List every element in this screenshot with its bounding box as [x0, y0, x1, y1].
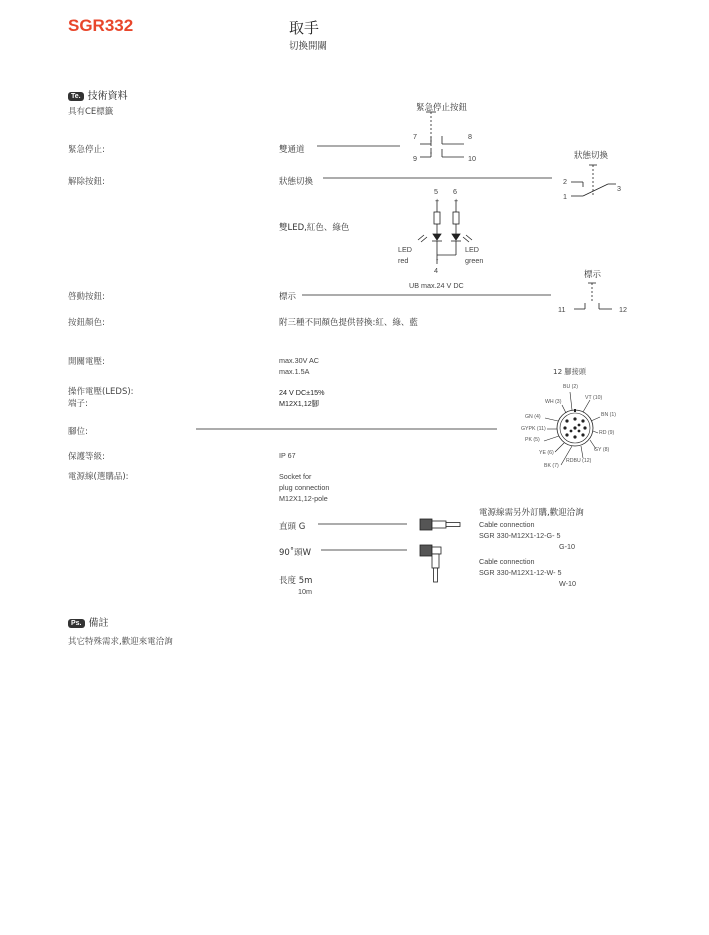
straight-connector-cable: [446, 523, 460, 527]
tech-badge: Te.: [68, 92, 84, 101]
protection-value: IP 67: [279, 451, 296, 460]
mark-pin-12: 12: [619, 305, 627, 314]
cable-note: 電源線需另外訂購,歡迎洽詢: [479, 508, 584, 518]
socket-line2: plug connection: [279, 483, 330, 492]
ce-label: 具有CE標籤: [68, 107, 114, 117]
status-diagram-title: 狀態切換: [574, 151, 609, 161]
start-label: 啓動按鈕:: [68, 292, 105, 302]
protection-label: 保護等級:: [68, 452, 105, 462]
switch-voltage-label: 開關電壓:: [68, 357, 105, 367]
led-red-plus: +: [435, 196, 440, 205]
socket-line3: M12X1,12-pole: [279, 494, 328, 503]
mark-diagram-title: 標示: [584, 270, 602, 280]
length-alt: 10m: [298, 587, 312, 596]
status-contact-blade: [583, 184, 608, 196]
estop-pin-8: 8: [468, 132, 472, 141]
op-voltage-value: 24 V DC±15%: [279, 388, 325, 397]
connector-pin-rdbu: RDBU (12): [566, 458, 592, 464]
straight-head-label: 直頭 G: [279, 522, 306, 532]
remarks-text: 其它特殊需求,歡迎來電洽詢: [68, 637, 173, 647]
estop-value: 雙通道: [279, 145, 305, 155]
led-green-label: [465, 244, 483, 266]
terminal-label: 端子:: [68, 398, 88, 409]
connector-title: 12 腳接頭: [553, 367, 586, 376]
pin-leader-rdbu: [581, 446, 583, 458]
connector-pin-wh: WH (3): [545, 399, 562, 405]
socket-line1: Socket for: [279, 472, 312, 481]
led-green-plus: +: [454, 196, 459, 205]
angled-head-label: 90˚頭W: [279, 548, 311, 558]
angled-connector-nut: [420, 545, 432, 556]
led-pin-5: 5: [434, 187, 438, 196]
pin-leader-bu: [570, 392, 572, 410]
cable-w-line3: W-10: [559, 579, 577, 588]
page-subtitle: 切換開關: [289, 41, 328, 52]
led-red-resistor: [434, 212, 440, 224]
connector-pin-bu: BU (2): [563, 384, 578, 390]
color-value: 附三種不同顏色提供替換:紅、綠、藍: [279, 318, 418, 328]
estop-pin-9: 9: [413, 154, 417, 163]
pin-leader-pk: [544, 436, 559, 441]
cable-w-line1: Cable connection: [479, 557, 535, 566]
ub-label: UB max.24 V DC: [409, 281, 464, 290]
cable-g-line1: Cable connection: [479, 520, 535, 529]
connector-pin-gn: GN (4): [525, 414, 541, 420]
straight-connector-body: [432, 521, 446, 528]
estop-pin-7: 7: [413, 132, 417, 141]
connector-pin-vt: VT (10): [585, 395, 603, 401]
led-red-line1: LED: [398, 245, 412, 254]
release-label: 解除按鈕:: [68, 177, 105, 187]
pin-leader-wh: [562, 405, 566, 413]
pin-label: 腳位:: [68, 427, 88, 437]
straight-connector-nut: [420, 519, 432, 530]
terminal-value: M12X1,12腳: [279, 399, 319, 408]
angled-connector-body: [432, 547, 441, 554]
connector-pin-pk: PK (5): [525, 437, 540, 443]
remarks-badge: Ps.: [68, 619, 85, 628]
led-value: 雙LED,紅色、綠色: [279, 223, 350, 233]
tech-title: 技術資料: [87, 91, 128, 102]
estop-label: 緊急停止:: [68, 145, 105, 155]
pin-leader-vt: [583, 400, 590, 412]
pin-leader-rd: [593, 431, 598, 433]
led-red-label: [398, 244, 412, 266]
pin-leader-bn: [591, 417, 600, 421]
connector-pin-bn: BN (1): [601, 412, 616, 418]
led-green-light-ray: [466, 235, 472, 240]
led-green-resistor: [453, 212, 459, 224]
estop-diagram-title: 緊急停止按鈕: [416, 103, 468, 113]
cable-g-line3: G-10: [559, 542, 575, 551]
led-red-line2: red: [398, 256, 409, 265]
cable-g-line2: SGR 330-M12X1-12-G- 5: [479, 531, 561, 540]
status-pin-2: 2: [563, 177, 567, 186]
status-pin-1: 1: [563, 192, 567, 201]
mark-pin-11: 11: [558, 305, 566, 314]
connector-pin-rd: RD (9): [599, 430, 615, 436]
connector-pin-gypk: GYPK (11): [521, 426, 546, 432]
led-green-diode: [452, 234, 460, 240]
model-number: SGR332: [68, 16, 134, 35]
led-common-pin: 4: [434, 266, 438, 275]
connector-pin-gy: GY (8): [594, 447, 610, 453]
switch-voltage-line1: max.30V AC: [279, 356, 319, 365]
led-green-line1: LED: [465, 245, 479, 254]
length-label: 長度 5m: [279, 576, 313, 586]
angled-connector-elbow: [432, 554, 439, 568]
estop-pin-10: 10: [468, 154, 476, 163]
connector-pin-bk: BK (7): [544, 463, 559, 469]
connector-pin-ye: YE (6): [539, 450, 554, 456]
op-voltage-label: 操作電壓(LEDS):: [68, 387, 134, 397]
cable-label: 電源線(選購品):: [68, 472, 129, 482]
status-pin-3: 3: [617, 184, 621, 193]
remarks-title: 備註: [88, 618, 109, 629]
led-green-line2: green: [465, 256, 484, 265]
cable-w-line2: SGR 330-M12X1-12-W- 5: [479, 568, 562, 577]
connector-key: [574, 409, 576, 412]
switch-voltage-line2: max.1.5A: [279, 367, 310, 376]
led-pin-6: 6: [453, 187, 457, 196]
page-title: 取手: [289, 19, 320, 37]
pin-leader-gn: [545, 418, 558, 421]
color-label: 按鈕顏色:: [68, 318, 105, 328]
led-red-light-ray: [418, 235, 424, 240]
release-value: 狀態切換: [279, 177, 314, 187]
led-common-minus: -: [436, 255, 439, 264]
angled-connector-cable: [434, 568, 438, 582]
start-value: 標示: [279, 292, 297, 302]
led-red-diode: [433, 234, 441, 240]
pin-leader-ye: [555, 443, 564, 452]
